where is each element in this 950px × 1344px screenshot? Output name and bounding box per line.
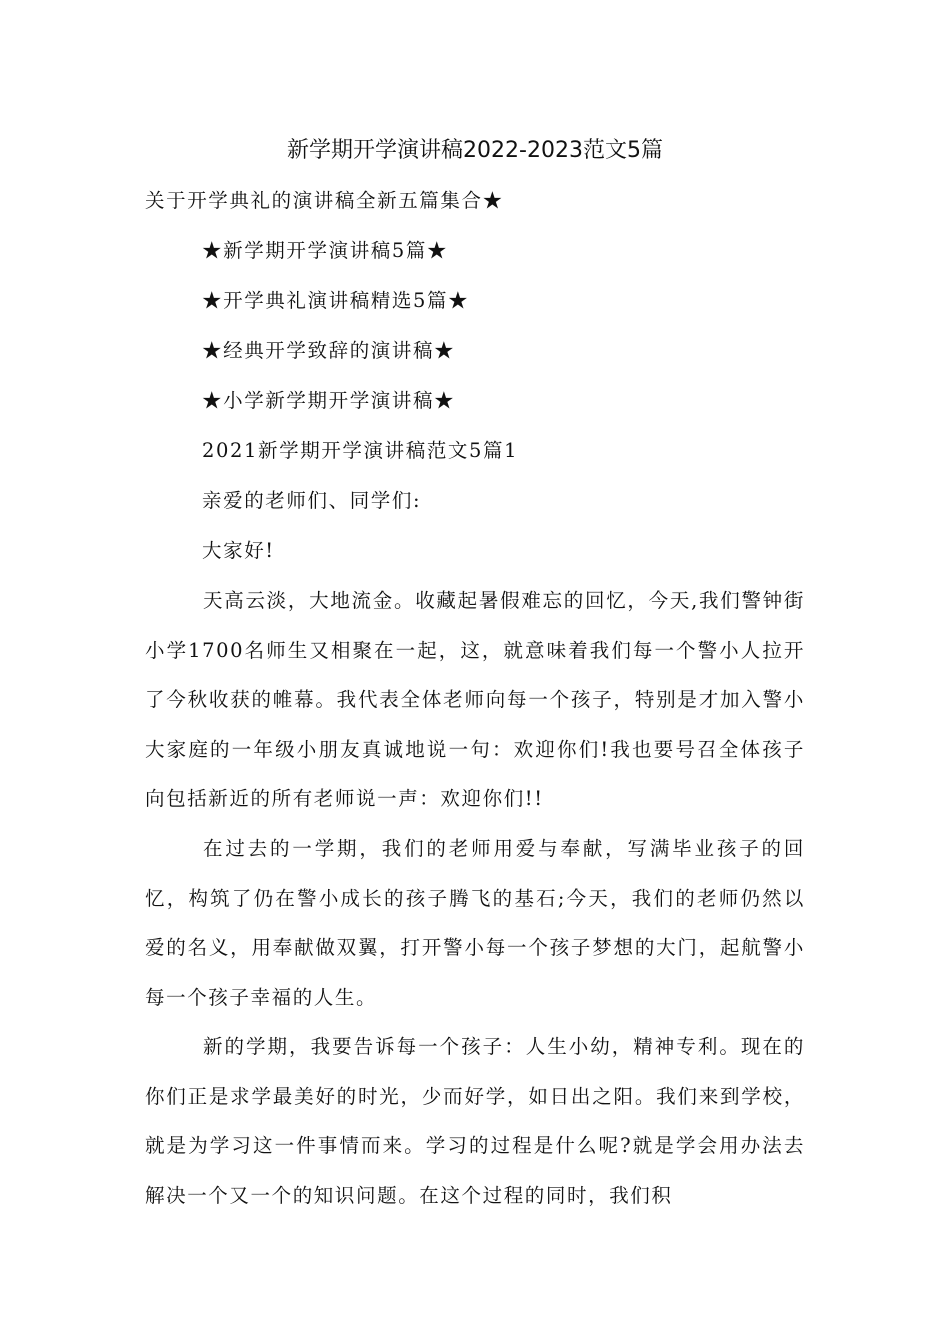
body-paragraph: 在过去的一学期，我们的老师用爱与奉献，写满毕业孩子的回忆，构筑了仍在警小成长的孩子腾飞的基石;今天，我们的老师仍然以爱的名义，用奉献做双翼，打开警小每一个孩子梦想的大门，起航警小每一个孩子幸福的人生。: [145, 837, 805, 1009]
link-item[interactable]: ★开学典礼演讲稿精选5篇★: [202, 289, 470, 312]
intro-line: 关于开学典礼的演讲稿全新五篇集合★: [145, 189, 504, 212]
greeting: 大家好!: [202, 539, 275, 562]
section-heading: 2021新学期开学演讲稿范文5篇1: [202, 439, 519, 462]
link-item[interactable]: ★小学新学期开学演讲稿★: [202, 389, 456, 412]
link-item[interactable]: ★新学期开学演讲稿5篇★: [202, 239, 449, 262]
link-item[interactable]: ★经典开学致辞的演讲稿★: [202, 339, 456, 362]
document-title: 新学期开学演讲稿2022-2023范文5篇: [287, 138, 663, 163]
salutation: 亲爱的老师们、同学们:: [202, 489, 422, 512]
body-paragraph: 新的学期，我要告诉每一个孩子：人生小幼，精神专利。现在的你们正是求学最美好的时光，少而好学，如日出之阳。我们来到学校，就是为学习这一件事情而来。学习的过程是什么呢?就是学会用办法去解决一个又一个的知识问题。在这个过程的同时，我们积: [145, 1035, 805, 1207]
body-paragraph: 天高云淡，大地流金。收藏起暑假难忘的回忆，今天,我们警钟街小学1700名师生又相聚在一起，这，就意味着我们每一个警小人拉开了今秋收获的帷幕。我代表全体老师向每一个孩子，特别是才加入警小大家庭的一年级小朋友真诚地说一句：欢迎你们!我也要号召全体孩子向包括新近的所有老师说一声：欢迎你们!!: [145, 589, 805, 810]
